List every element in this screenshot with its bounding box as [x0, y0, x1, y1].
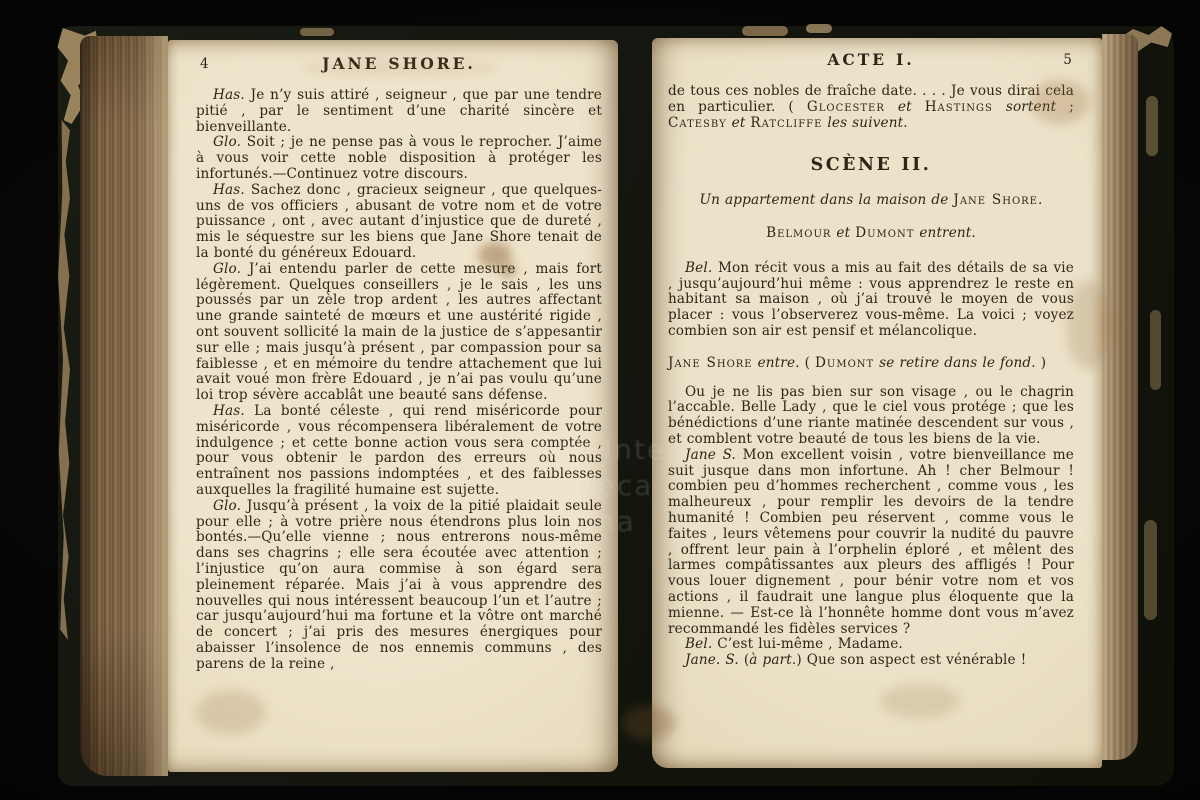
text-block: Has. La bonté céleste , qui rend miséricorde pour miséricorde , vous récompensera libéralement de votre indulgence ; et cette bonne action vous sera comptée , pour vous obtenir le pardon des erreurs où nous entraînent nos passions indomptées , et des faiblesses auxquelles la fragilité humaine est sujette.: [196, 402, 602, 498]
text-block: Belmour et Dumont entrent.: [766, 224, 976, 241]
text-block: Glo. Jusqu’à présent , la voix de la pitié plaidait seule pour elle ; à votre prière nous étendrons plus loin nos bontés.—Qu’elle vienne ; nous entrerons nous-même dans ses chagrins ; elle sera écoutée avec attention ; l’injustice qu’on aura commise à son égard sera pleinement réparée. Mais j’ai à vous apprendre des nouvelles qui nous intéressent beaucoup l’un et l’autre ; car jusqu’aujourd’hui ma fortune et la vôtre ont marché de concert ; j’ai pris des mesures énergiques pour abaisser l’insolence de nos ennemis communs , des parens de la reine ,: [196, 497, 602, 672]
text-block: Bel. Mon récit vous a mis au fait des détails de sa vie , jusqu’aujourd’hui même : vous apprendrez le reste en habitant sa maison , où j’ai trouvé le moyen de vous placer : vous l’observerez vous-même. La voici ; voyez combien son air est pensif et mélancolique.: [668, 259, 1074, 339]
text-block: Jane S. Mon excellent voisin , votre bienveillance me suit jusque dans mon infortune. Ah ! cher Belmour ! combien peu d’hommes recherchent , comme vous , les malheureux , pour remplir les devoirs de la tendre humanité ! Combien peu réservent , comme vous le faites , leurs vêtemens pour couvrir la nudité du pauvre , offrent leur pain à l’orphelin éploré , et mêlent des larmes compâtissantes aux pleurs des affligés ! Pour vous louer dignement , pour bénir votre nom et vos actions , il faudrait une langue plus éloquente que la mienne. — Est-ce là l’honnête homme dont vous m’avez recommandé les fidèles services ?: [668, 446, 1074, 637]
text-block: de tous ces nobles de fraîche date. . . . Je vous dirai cela en particulier. ( Glocester et Hastings sortent ; Catesby et Ratcliffe les suivent.: [668, 83, 1074, 131]
left-page-content: [168, 40, 618, 772]
page-number-right: 5: [1063, 52, 1072, 68]
left-page: [168, 40, 618, 772]
text-block: Ou je ne lis pas bien sur son visage , ou le chagrin l’accable. Belle Lady , que le ciel vous protége ; que les bénédictions d’une riante matinée descendent sur vous , et comblent votre beauté de tous les biens de la vie.: [668, 383, 1074, 447]
text-block: Has. Je n’y suis attiré , seigneur , que par une tendre pitié , par le sentiment d’une charité sincère et bienveillante.: [196, 87, 602, 135]
text-block: Glo. Soit ; je ne pense pas à vous le reprocher. J’aime à vous voir cette noble disposition à protéger les infortunés.—Continuez votre discours.: [196, 134, 602, 182]
left-page-header: [196, 56, 602, 84]
text-block: Has. Sachez donc , gracieux seigneur , que quelques-uns de vos officiers , abusant de votre nom et de votre puissance , ont , avec autant d’injustice que de dureté , mis le séquestre sur les biens que Jane Shore tenait de la bonté du généreux Edouard.: [196, 181, 602, 261]
text-block: Un appartement dans la maison de Jane Shore.: [699, 192, 1043, 209]
text-block: Jane. S. (à part.) Que son aspect est vénérable !: [685, 652, 1027, 669]
page-fore-edge-left: [80, 36, 168, 776]
running-title-right: ACTE I.: [827, 50, 915, 69]
right-page-content: [652, 38, 1102, 768]
right-page-text: [668, 84, 1074, 669]
text-block: Bel. C’est lui-même , Madame.: [685, 636, 903, 653]
running-title-left: JANE SHORE.: [322, 54, 476, 73]
text-block: Glo. J’ai entendu parler de cette mesure , mais fort légèrement. Quelques conseillers , je le sais , les uns poussés par un zèle trop ardent , les autres affectant une grande sainteté de mœurs et une austérité rigide , ont souvent sollicité la main de la justice de s’appesantir sur elle ; mais jusqu’à présent , par compassion pour sa faiblesse , et en mémoire du tendre attachement que lui avait voué mon frère Edouard , je n’ai pas voulu qu’une loi trop sévère accablât une beauté sans défense.: [196, 260, 602, 404]
page-number-left: 4: [200, 56, 209, 72]
right-page: [652, 38, 1102, 768]
right-page-header: [668, 52, 1074, 80]
page-fore-edge-right: [1102, 34, 1138, 760]
left-page-text: [196, 88, 602, 672]
scene-heading: SCÈNE II.: [810, 155, 932, 176]
text-block: Jane Shore entre. ( Dumont se retire dans le fond. ): [668, 354, 1047, 371]
